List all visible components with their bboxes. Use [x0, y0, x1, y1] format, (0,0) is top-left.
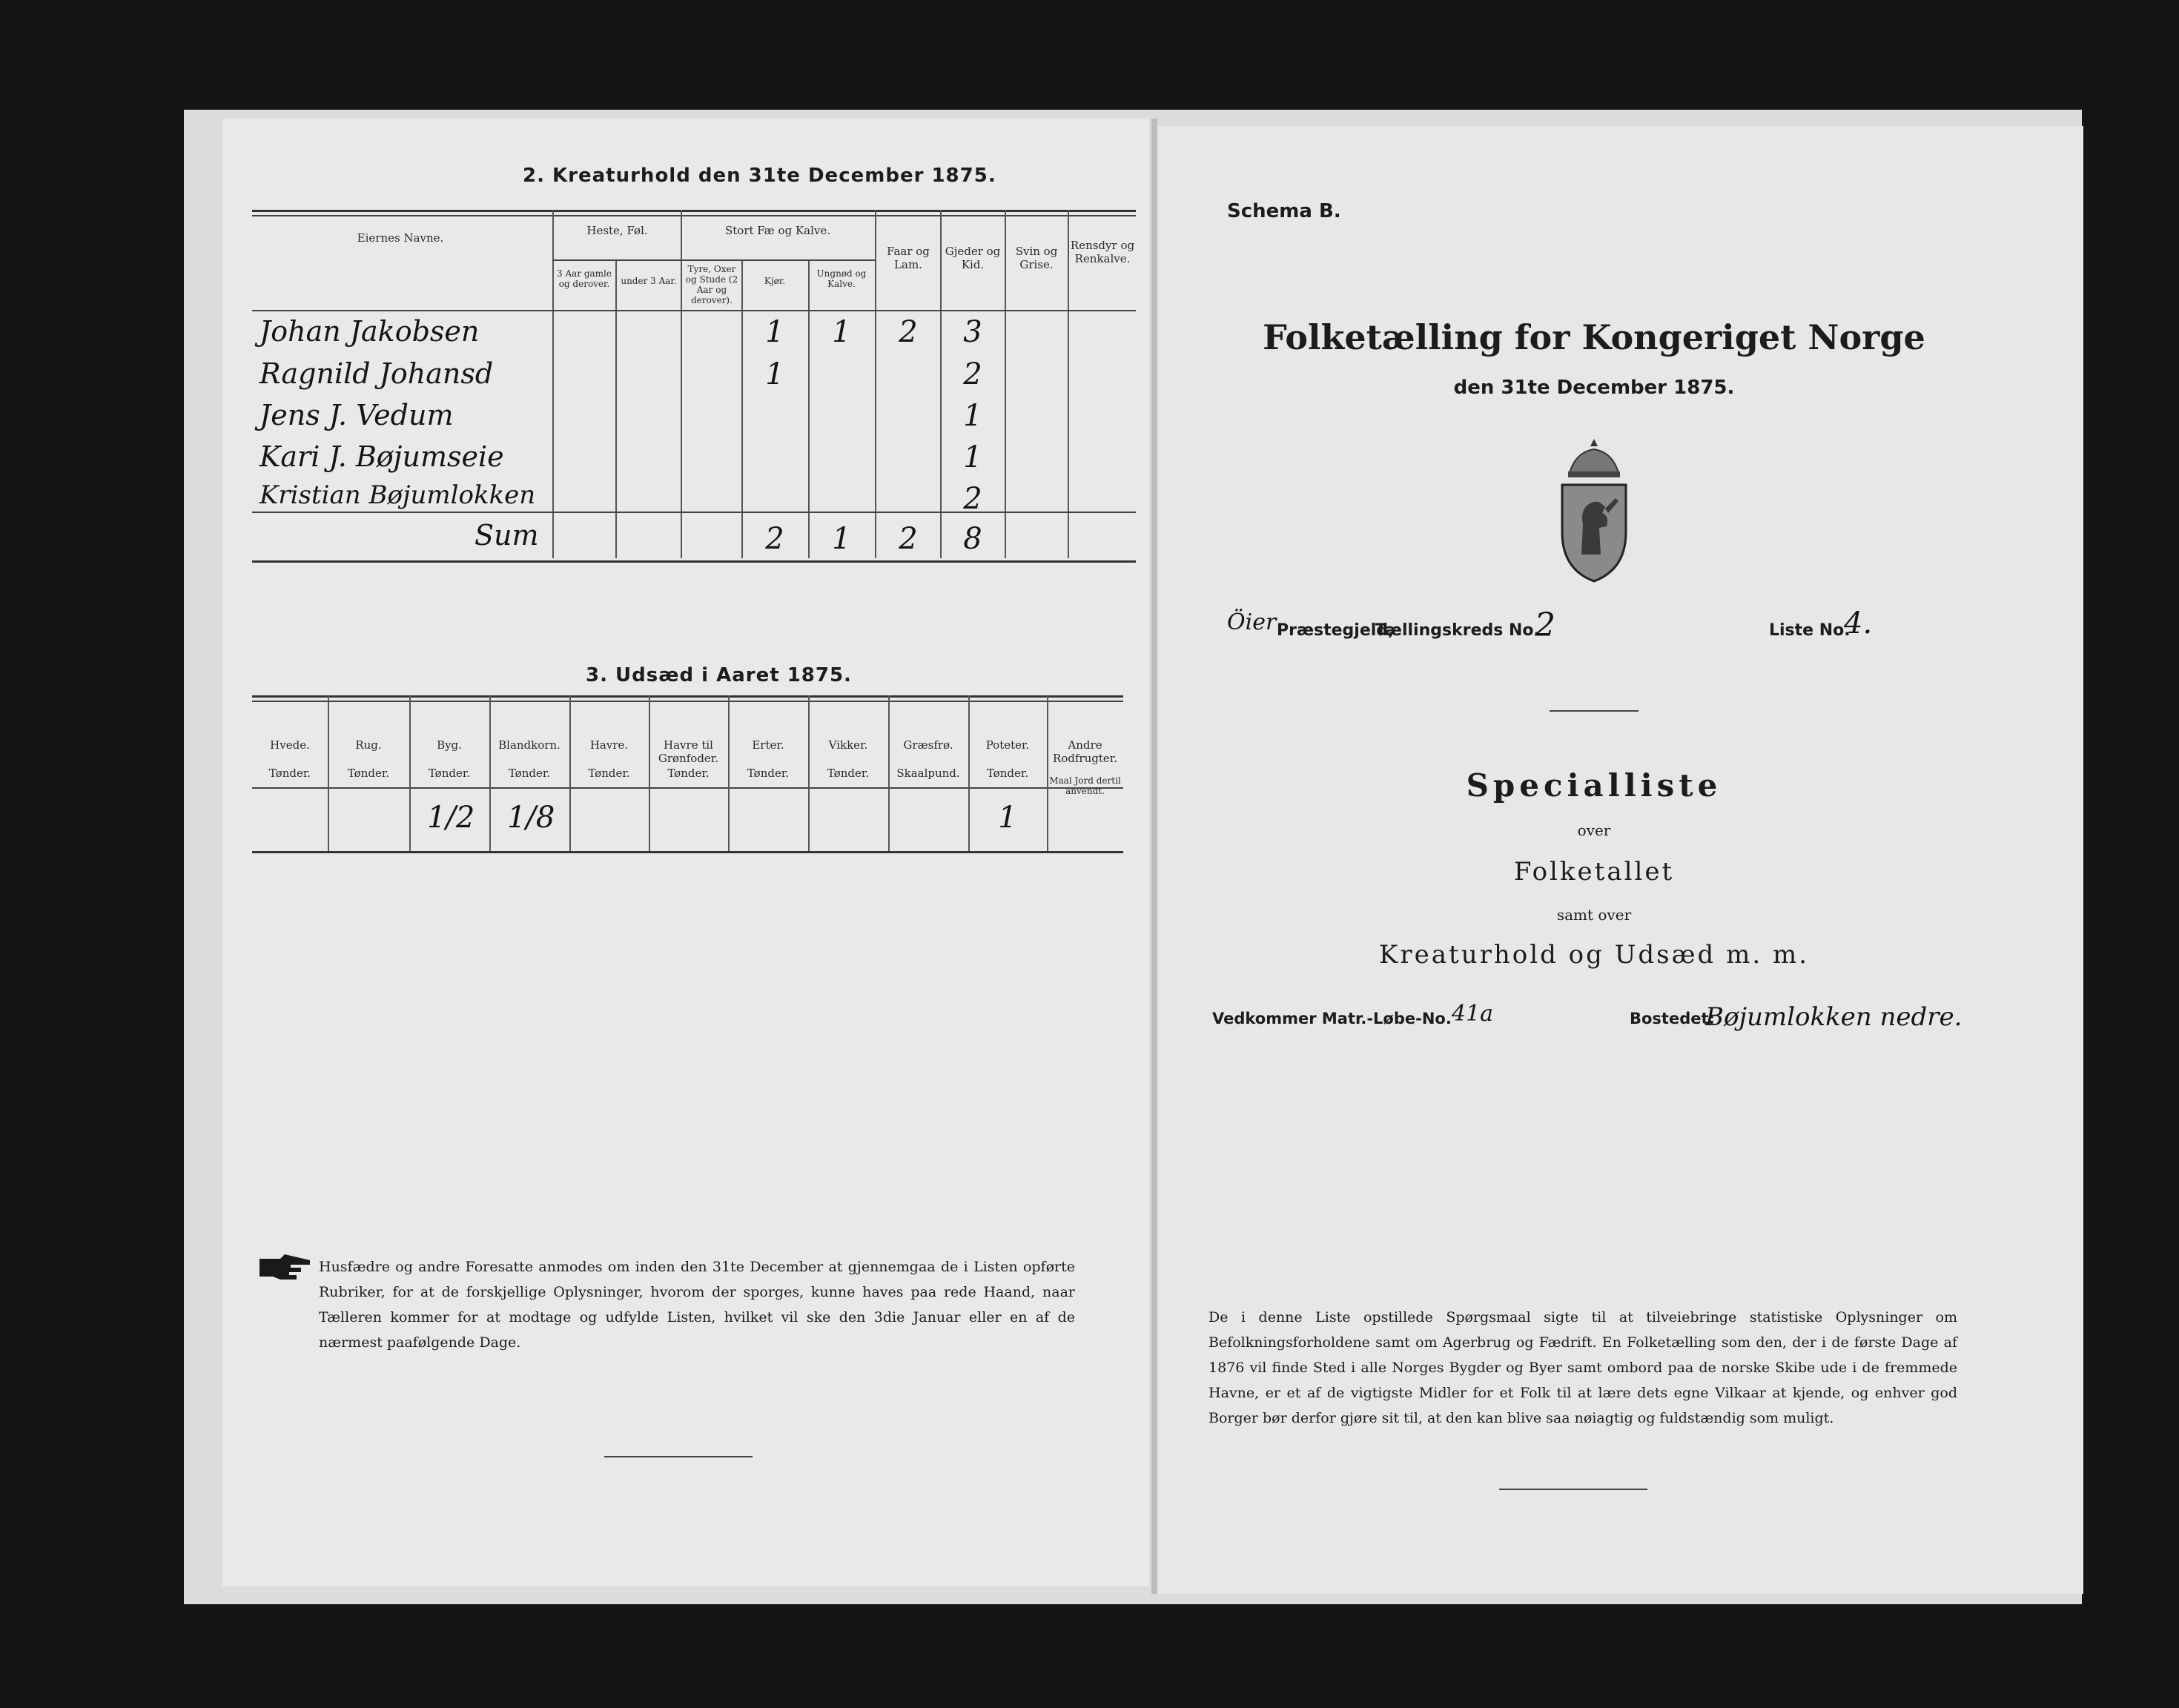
- left-end-rule: [604, 1456, 753, 1457]
- sum-goats: 8: [963, 522, 982, 556]
- seed-col-header: Rug.: [355, 738, 382, 752]
- header-young-cattle: Ungnød og Kalve.: [816, 268, 867, 289]
- matr-number: 41a: [1452, 1001, 1494, 1027]
- t2-vline: [741, 259, 743, 558]
- seed-col-unit: Tønder.: [268, 767, 311, 780]
- value-goats: 2: [963, 482, 982, 516]
- list-label: Liste No.: [1769, 621, 1851, 640]
- over-text: over: [1577, 821, 1611, 839]
- t2-bottom-rule: [252, 560, 1136, 563]
- header-horses-3yr: 3 Aar gamle og derover.: [557, 268, 612, 289]
- folketallet-text: Folketallet: [1513, 857, 1675, 887]
- census-title: Folketælling for Kongeriget Norge: [1263, 317, 1925, 357]
- section3-title: 3. Udsæd i Aaret 1875.: [586, 664, 852, 686]
- matr-label: Vedkommer Matr.-Løbe-No.: [1212, 1010, 1452, 1027]
- seed-value: 1/8: [507, 801, 555, 835]
- seed-col-header: Havre.: [589, 738, 629, 752]
- t2-sum-rule: [252, 512, 1136, 513]
- right-divider: [1550, 710, 1639, 712]
- owner-name: Jens J. Vedum: [259, 399, 454, 431]
- owner-name: Johan Jakobsen: [259, 315, 480, 348]
- seed-col-unit: Tønder.: [508, 767, 551, 780]
- seed-value: 1/2: [427, 801, 475, 835]
- seed-col-header: Vikker.: [828, 738, 868, 752]
- header-bulls: Tyre, Oxer og Stude (2 Aar og derover).: [685, 264, 738, 305]
- list-number: 4.: [1844, 606, 1873, 640]
- t2-vline: [808, 259, 810, 558]
- seed-col-header: Andre Rodfrugter.: [1052, 738, 1118, 765]
- seed-col-header: Erter.: [752, 738, 784, 752]
- owner-name: Ragnild Johansd: [259, 357, 494, 390]
- sum-sheep: 2: [899, 522, 918, 556]
- t2-vline: [615, 259, 617, 558]
- seed-col-unit: Tønder.: [747, 767, 790, 780]
- seed-col-unit: Tønder.: [827, 767, 870, 780]
- seed-value: 1: [998, 801, 1017, 835]
- header-cows: Kjør.: [764, 276, 786, 286]
- seed-col-unit: Skaalpund.: [896, 767, 960, 780]
- page-fold: [1151, 119, 1157, 1594]
- footnote-text: De i denne Liste opstillede Spørgsmaal sigte til at tilveiebringe statistiske Oplysninger om Befolkningsforholdene samt om Agerbrug og Fædrift. En Folketælling som den, der i de første Dage af 1876 vil finde Sted i alle Norges Bygder og Byer samt ombord paa de norske Skibe ude i de fremmede Havne, er et af de vigtigste Midler for et Folk til at lære dets egne Vilkaar at kjende, og enhver god Borger bør derfor gjøre sit til, at den kan blive saa nøiagtig og fuldstændig som muligt.: [1208, 1309, 1957, 1426]
- owner-name: Kristian Bøjumlokken: [259, 480, 536, 510]
- seed-col-unit: Tønder.: [428, 767, 471, 780]
- t3-bottom-rule: [252, 851, 1123, 853]
- table2-top-rule: [252, 210, 1136, 212]
- header-sheep: Faar og Lam.: [887, 245, 930, 271]
- district-number: 2: [1535, 606, 1555, 644]
- notice-text: Husfædre og andre Foresatte anmodes om inden den 31te December at gjennemgaa de i Listen opførte Rubriker, for at de forskjellige Oplysninger, hvorom der sporges, kunne haves paa rede Haand, naar Tælleren kommer for at modtage og udfylde Listen, hvilket vil ske den 3die Januar eller en af de nærmest paafølgende Dage.: [319, 1259, 1075, 1351]
- t2-subrule: [552, 259, 681, 261]
- header-horses-under3: under 3 Aar.: [621, 276, 677, 286]
- bosted-value: Bøjumlokken nedre.: [1705, 1002, 1963, 1032]
- header-goats: Gjeder og Kid.: [945, 245, 1001, 271]
- value-goats: 2: [963, 357, 982, 391]
- seed-col-unit: Maal Jord dertil anvendt.: [1049, 775, 1121, 796]
- t3-top-rule: [252, 695, 1123, 698]
- seed-col-header: Poteter.: [985, 738, 1030, 752]
- seed-col-header: Hvede.: [270, 738, 310, 752]
- parish-handwritten: Öier: [1227, 609, 1277, 635]
- seed-col-header: Havre til Grønfoder.: [658, 738, 719, 765]
- district-label: Tællingskreds No.: [1375, 621, 1540, 640]
- header-pigs: Svin og Grise.: [1015, 245, 1058, 271]
- t3-vline: [1047, 695, 1048, 851]
- schema-label: Schema B.: [1227, 200, 1341, 222]
- seed-col-header: Byg.: [437, 738, 462, 752]
- table2-top-rule-2: [252, 215, 1136, 216]
- specialliste-title: Specialliste: [1466, 767, 1722, 804]
- value-sheep: 2: [899, 315, 918, 349]
- value-goats: 1: [963, 440, 982, 474]
- header-horses: Heste, Føl.: [586, 224, 648, 237]
- t3-top-rule-2: [252, 701, 1123, 702]
- section2-title: 2. Kreaturhold den 31te December 1875.: [523, 165, 996, 187]
- bosted-label: Bostedet:: [1630, 1010, 1715, 1027]
- value-cows: 1: [765, 357, 784, 391]
- seed-col-header: Græsfrø.: [903, 738, 953, 752]
- pointing-hand-icon: [258, 1251, 313, 1282]
- seed-col-unit: Tønder.: [986, 767, 1029, 780]
- value-goats: 3: [963, 315, 982, 349]
- sum-label: Sum: [475, 519, 539, 552]
- seed-col-unit: Tønder.: [667, 767, 710, 780]
- t2-vline: [681, 210, 682, 558]
- sum-young-cattle: 1: [832, 522, 851, 556]
- sum-cows: 2: [765, 522, 784, 556]
- header-reindeer: Rensdyr og Renkalve.: [1070, 239, 1135, 265]
- owner-name: Kari J. Bøjumseie: [259, 440, 504, 473]
- value-goats: 1: [963, 399, 982, 433]
- right-end-rule: [1499, 1489, 1647, 1490]
- header-cattle: Stort Fæ og Kalve.: [724, 224, 831, 237]
- kreaturhold-text: Kreaturhold og Udsæd m. m.: [1378, 940, 1809, 970]
- t2-header-bottom-rule: [252, 310, 1136, 311]
- value-young-cattle: 1: [832, 315, 851, 349]
- coat-of-arms-icon: [1553, 436, 1635, 584]
- samt-over-text: samt over: [1556, 906, 1632, 924]
- seed-col-unit: Tønder.: [347, 767, 390, 780]
- census-date: den 31te December 1875.: [1453, 377, 1735, 399]
- seed-col-unit: Tønder.: [588, 767, 630, 780]
- parish-label: Præstegjeld,: [1277, 621, 1395, 640]
- value-cows: 1: [765, 315, 784, 349]
- seed-col-header: Blandkorn.: [498, 738, 561, 752]
- t3-header-rule: [252, 787, 1123, 789]
- t2-vline: [552, 210, 554, 558]
- header-owner-names: Eiernes Navne.: [357, 231, 444, 245]
- t2-subrule: [681, 259, 875, 261]
